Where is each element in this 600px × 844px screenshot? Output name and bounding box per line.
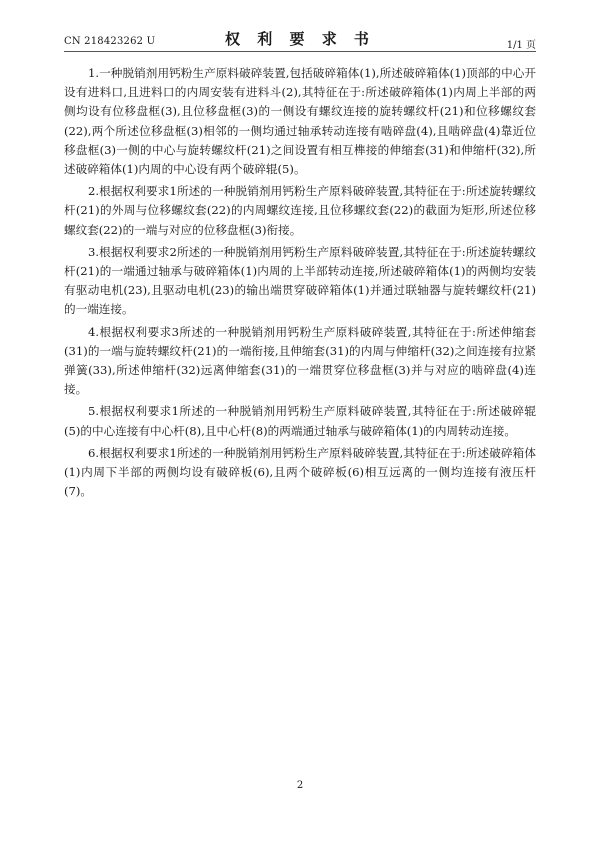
claims-body <box>64 64 536 504</box>
page-header <box>64 26 536 52</box>
document-title: 权 利 要 求 书 <box>225 30 375 48</box>
claim-4: 4.根据权利要求3所述的一种脱销剂用钙粉生产原料破碎装置,其特征在于:所述伸缩套(31)的一端与旋转螺纹杆(21)的一端衔接,且伸缩套(31)的内周与伸缩杆(32)之间连接有拉紧弹簧(33),所述伸缩杆(32)远离伸缩套(31)的一端贯穿位移盘框(3)并与对应的啮碎盘(4)连接。 <box>64 324 536 397</box>
claim-3: 3.根据权利要求2所述的一种脱销剂用钙粉生产原料破碎装置,其特征在于:所述旋转螺纹杆(21)的一端通过轴承与破碎箱体(1)内周的上半部转动连接,所述破碎箱体(1)的两侧均安装有驱动电机(23),且驱动电机(23)的输出端贯穿破碎箱体(1)并通过联轴器与旋转螺纹杆(21)的一端连接。 <box>64 244 536 317</box>
claim-6: 6.根据权利要求1所述的一种脱销剂用钙粉生产原料破碎装置,其特征在于:所述破碎箱体(1)内周下半部的两侧均设有破碎板(6),且两个破碎板(6)相互远离的一侧均连接有液压杆(7)。 <box>64 445 536 499</box>
claim-2: 2.根据权利要求1所述的一种脱销剂用钙粉生产原料破碎装置,其特征在于:所述旋转螺纹杆(21)的外周与位移螺纹套(22)的内周螺纹连接,且位移螺纹套(22)的截面为矩形,所述位移螺纹套(22)的一端与对应的位移盘框(3)衔接。 <box>64 184 536 237</box>
publication-number: CN 218423262 U <box>64 36 156 47</box>
page-number: 2 <box>296 780 304 791</box>
claim-5: 5.根据权利要求1所述的一种脱销剂用钙粉生产原料破碎装置,其特征在于:所述破碎辊(5)的中心连接有中心杆(8),且中心杆(8)的两端通过轴承与破碎箱体(1)的内周转动连接。 <box>64 404 536 438</box>
page-indicator: 1/1 页 <box>506 40 536 51</box>
claim-1: 1.一种脱销剂用钙粉生产原料破碎装置,包括破碎箱体(1),所述破碎箱体(1)顶部的中心开设有进料口,且进料口的内周安装有进料斗(2),其特征在于:所述破碎箱体(1)内周上半部的两侧均设有位移盘框(3),且位移盘框(3)的一侧设有螺纹连接的旋转螺纹杆(21)和位移螺纹套(22),两个所述位移盘框(3)相邻的一侧均通过轴承转动连接有啮碎盘(4),且啮碎盘(4)靠近位移盘框(3)一侧的中心与旋转螺纹杆(21)之间设置有相互榫接的伸缩套(31)和伸缩杆(32),所述破碎箱体(1)内周的中心设有两个破碎辊(5)。 <box>64 66 536 177</box>
header-divider <box>64 51 536 52</box>
